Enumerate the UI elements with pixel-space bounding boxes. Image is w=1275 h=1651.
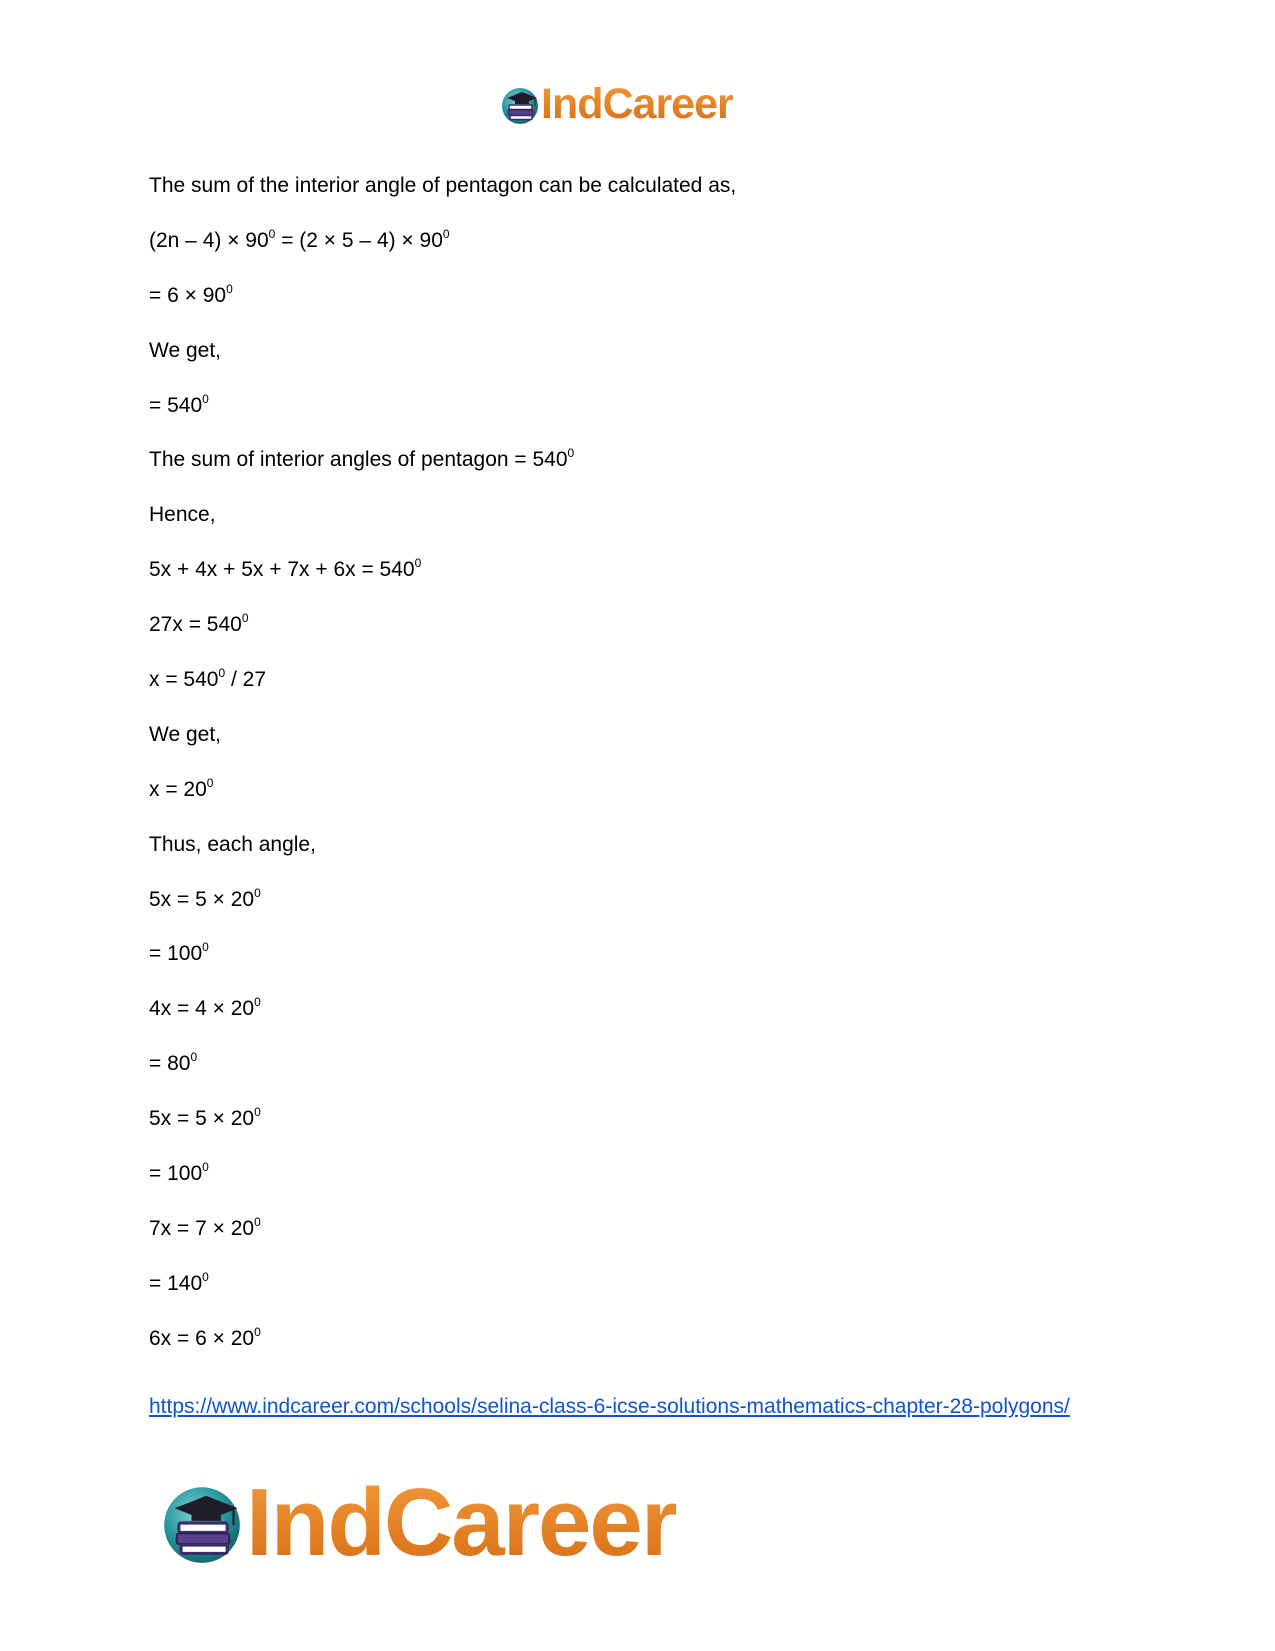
equation-line: = $80^0$ [149, 1050, 198, 1076]
equation-line: $6x = 6 \times 20^0$ [149, 1324, 261, 1350]
header-logo [500, 80, 733, 129]
text-line: We get, [149, 722, 221, 746]
equation-line: = $6 \times 90^0$ [149, 281, 233, 307]
text-line: Hence, [149, 503, 216, 527]
text-line: The sum of the interior angle of pentagon can be calculated as, [149, 174, 737, 197]
equation-line: = $140^0$ [149, 1269, 209, 1295]
equation-line: $5x = 5 \times 20^0$ [149, 1105, 261, 1131]
footer-logo [160, 1468, 676, 1578]
graduation-books-globe-icon [500, 85, 540, 125]
equation-line: = $100^0$ [149, 940, 209, 966]
equation-line: $5x + 4x + 5x + 7x + 6x = 540^0$ [149, 556, 422, 582]
equation-line: $x = 20^0$ [149, 775, 214, 801]
equation-line: $x = 540^0 / 27$ [149, 666, 267, 692]
equation-line: = $540^0$ [149, 391, 209, 417]
logo-text: IndCareer [541, 80, 733, 128]
equation-line: $(2n - 4) \times 90^0 = (2 \times 5 - 4) \times 90^0$ [149, 226, 450, 252]
equation-line: $4x = 4 \times 20^0$ [149, 995, 261, 1021]
equation-line: = $100^0$ [149, 1160, 209, 1186]
equation-line: $7x = 7 \times 20^0$ [149, 1214, 261, 1240]
text-line: We get, [149, 338, 221, 362]
text-line: Thus, each angle, [149, 832, 316, 856]
text-line: The sum of interior angles of pentagon = $540^0$ [149, 446, 575, 472]
equation-line: $5x = 5 \times 20^0$ [149, 885, 261, 911]
equation-line: $27x = 540^0$ [149, 611, 249, 637]
solution-body [149, 174, 1129, 1382]
logo-text: IndCareer [246, 1469, 677, 1576]
source-link[interactable]: https://www.indcareer.com/schools/selina-class-6-icse-solutions-mathematics-chapter-28-polygons/ [149, 1395, 1070, 1418]
graduation-books-globe-icon [160, 1481, 244, 1565]
